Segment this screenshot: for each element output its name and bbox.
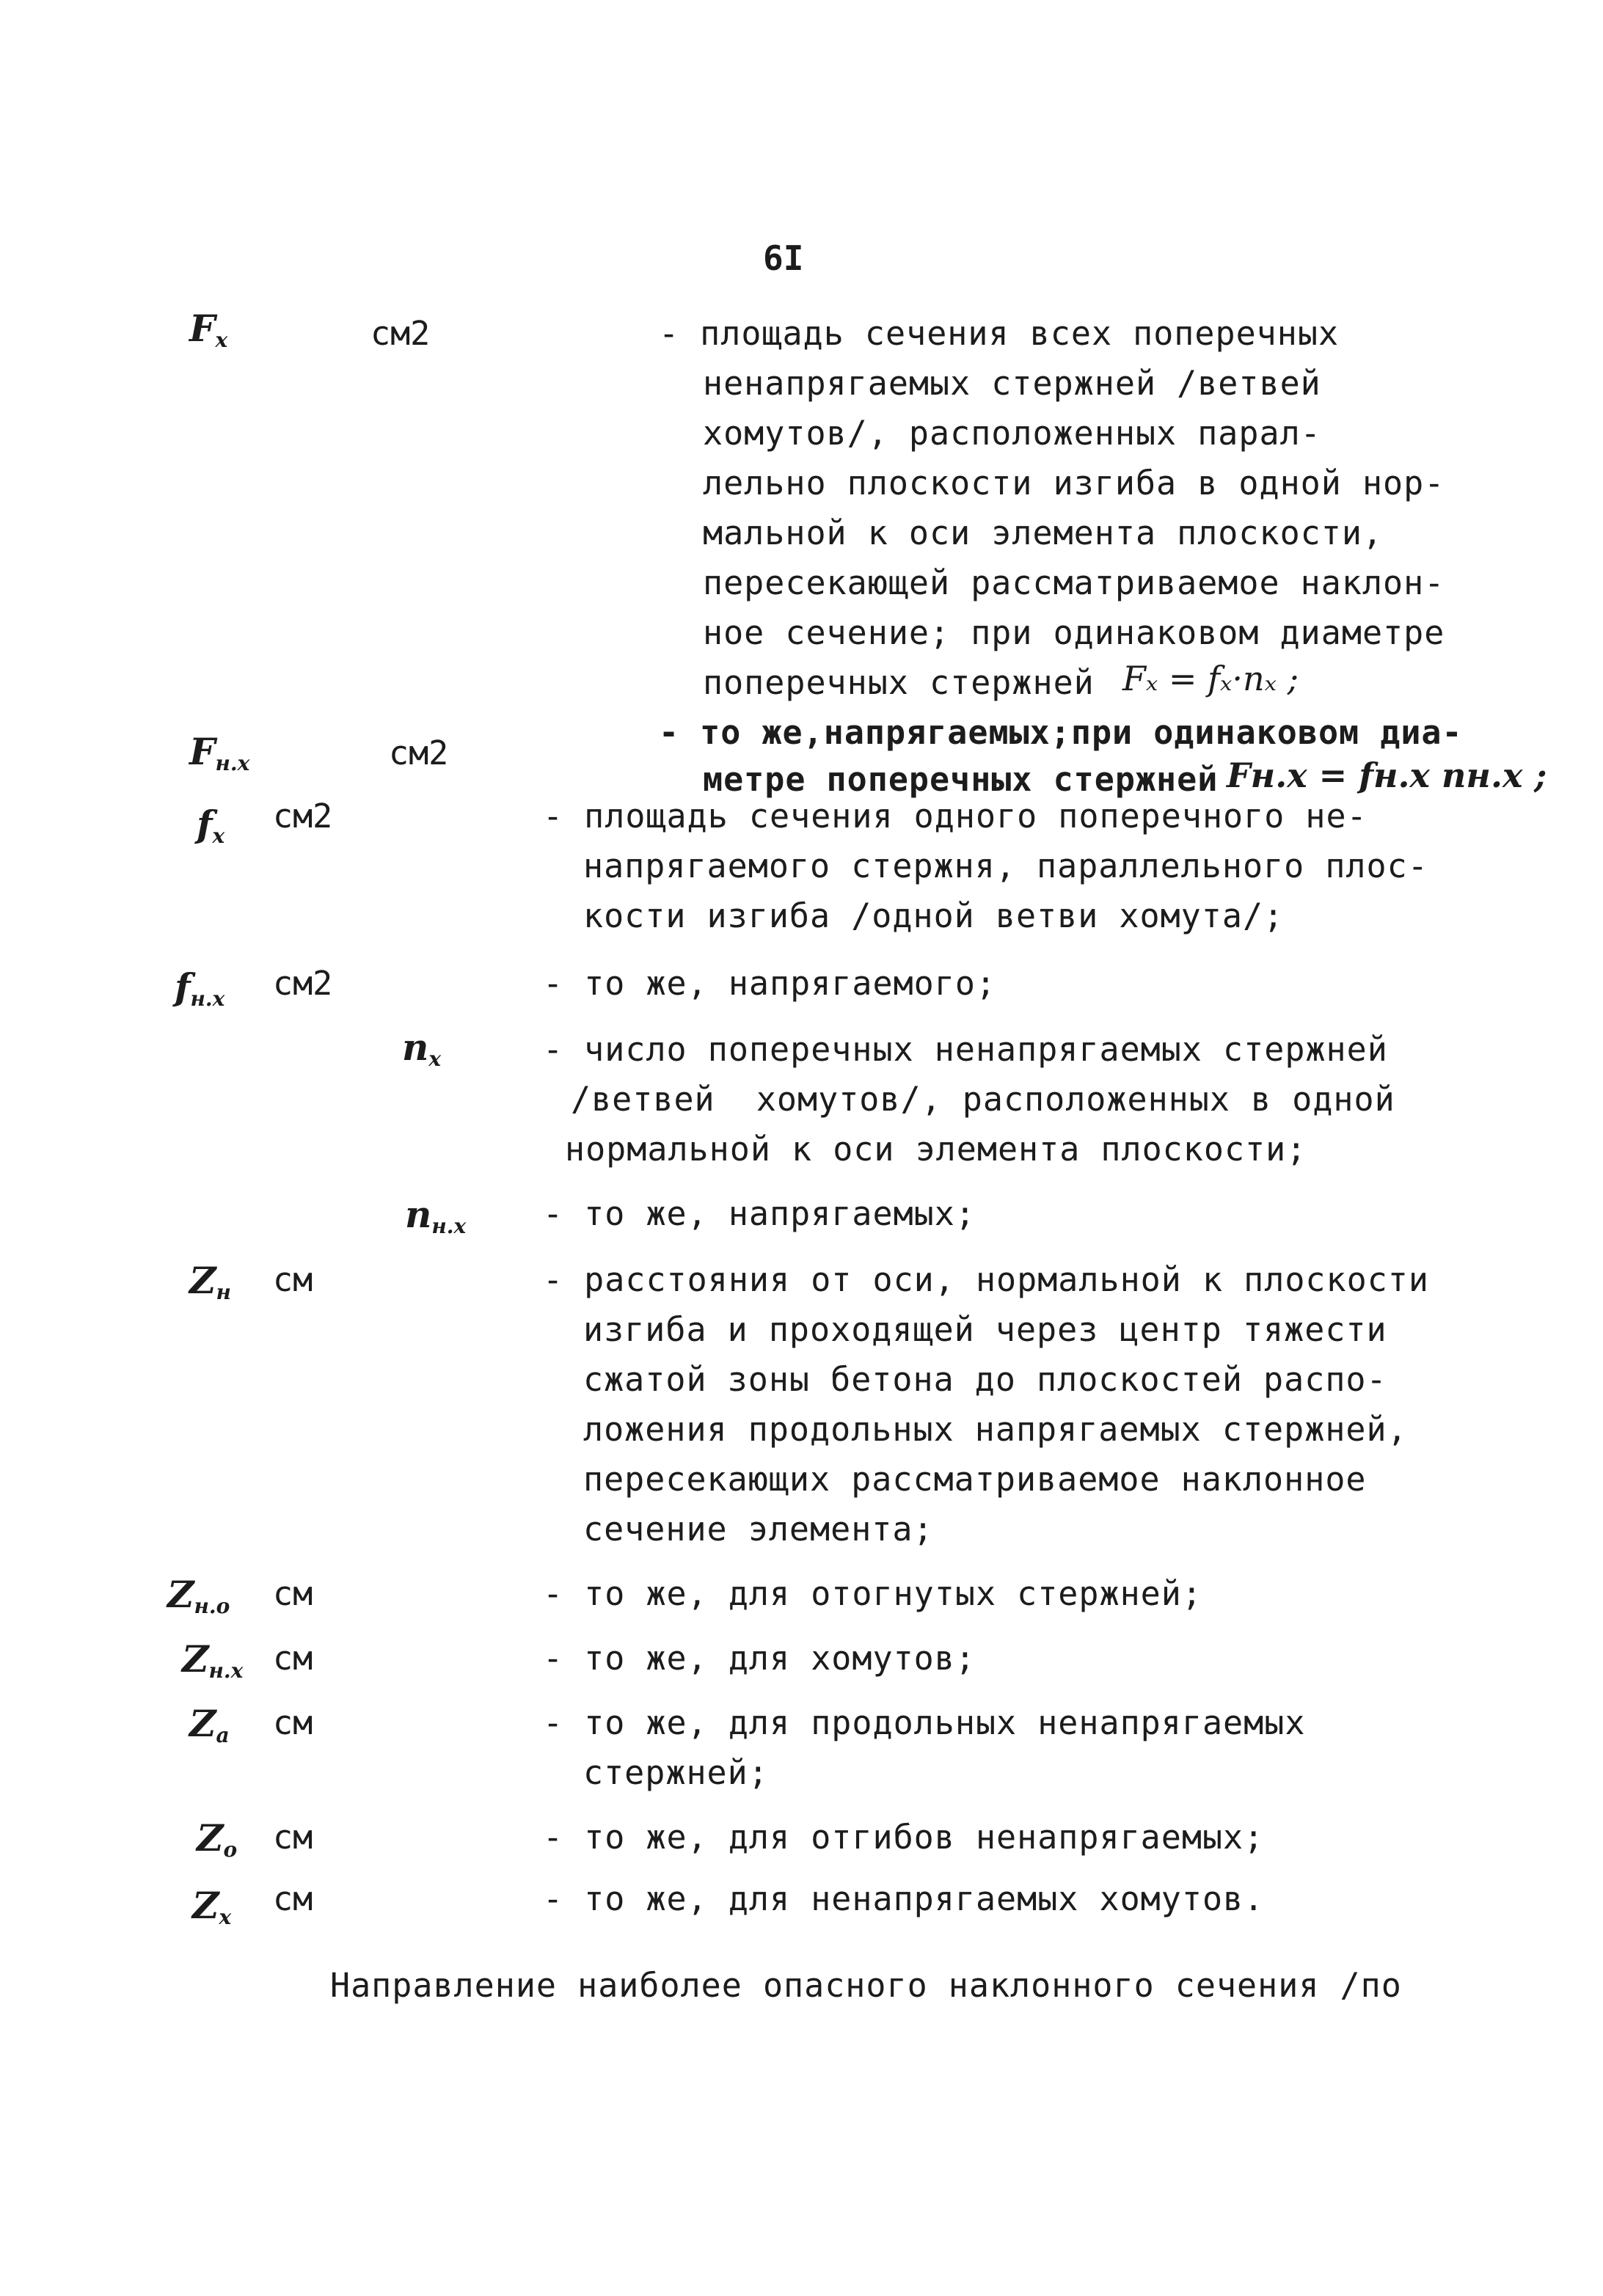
- unit-label: см: [273, 1574, 313, 1613]
- definition-line: кости изгиба /одной ветви хомута/;: [583, 896, 1285, 935]
- symbol-Z-a: $Z_a$: [189, 1702, 230, 1747]
- formula-F-x: Fₓ = fₓ·nₓ ;: [1122, 659, 1299, 698]
- symbol-f-nx: $f_{н.х}$: [175, 965, 225, 1011]
- definition-line: - то же, напрягаемых;: [543, 1194, 976, 1233]
- symbol-F-nx: $F_{н.х}$: [189, 730, 250, 775]
- unit-label: см2: [273, 797, 333, 836]
- unit-label: см2: [273, 964, 333, 1003]
- symbol-Z-n: $Z_н$: [189, 1259, 231, 1304]
- definition-line: - то же, напрягаемого;: [543, 964, 997, 1003]
- definition-line: хомутов/, расположенных парал-: [703, 414, 1321, 453]
- definition-line: - то же,напрягаемых;при одинаковом диа-: [659, 713, 1463, 752]
- definition-line: напрягаемого стержня, параллельного плос-: [583, 847, 1428, 885]
- definition-line: поперечных стержней: [703, 663, 1095, 702]
- definition-line: - то же, для хомутов;: [543, 1639, 976, 1678]
- definition-line: лельно плоскости изгиба в одной нор-: [703, 464, 1445, 502]
- unit-label: см: [273, 1703, 313, 1742]
- definition-line: - площадь сечения одного поперечного не-: [543, 797, 1368, 836]
- definition-line: - расстояния от оси, нормальной к плоскости: [543, 1260, 1429, 1299]
- definition-line: ложения продольных напрягаемых стержней,: [583, 1410, 1408, 1449]
- symbol-Z-nx: $Z_{н.х}$: [182, 1637, 244, 1683]
- definition-line: сечение элемента;: [583, 1510, 934, 1549]
- unit-label: см: [273, 1260, 313, 1299]
- unit-label: см: [273, 1879, 313, 1918]
- definition-line: сжатой зоны бетона до плоскостей распо-: [583, 1360, 1387, 1399]
- unit-label: см2: [389, 734, 449, 772]
- definition-line: пересекающей рассматриваемое наклон-: [703, 563, 1445, 602]
- symbol-n-nx: $n_{н.х}$: [405, 1193, 467, 1238]
- definition-line: ное сечение; при одинаковом диаметре: [703, 613, 1445, 652]
- body-text-line: Направление наиболее опасного наклонного сечения /по: [330, 1966, 1402, 2005]
- definition-line: стержней;: [583, 1753, 769, 1792]
- definition-line: пересекающих рассматриваемое наклонное: [583, 1460, 1367, 1499]
- definition-line: /ветвей хомутов/, расположенных в одной: [571, 1080, 1395, 1119]
- definition-line: - то же, для продольных ненапрягаемых: [543, 1703, 1306, 1742]
- page-number: 6I: [763, 238, 804, 278]
- symbol-F-x: $F_x$: [189, 307, 228, 352]
- definition-line: - то же, для отогнутых стержней;: [543, 1574, 1202, 1613]
- symbol-Z-no: $Z_{н.о}$: [167, 1573, 230, 1618]
- definition-line: - то же, для отгибов ненапрягаемых;: [543, 1818, 1265, 1857]
- unit-label: см: [273, 1818, 313, 1857]
- unit-label: см2: [370, 314, 431, 353]
- symbol-f-x: $f_x$: [197, 802, 225, 848]
- unit-label: см: [273, 1639, 313, 1678]
- symbol-Z-x: $Z_x$: [192, 1884, 232, 1929]
- symbol-n-x: $n_x$: [402, 1025, 442, 1071]
- definition-line: нормальной к оси элемента плоскости;: [565, 1130, 1307, 1169]
- symbol-Z-o: $Z_o$: [197, 1816, 238, 1862]
- definition-line: метре поперечных стержней: [703, 760, 1219, 799]
- definition-line: - площадь сечения всех поперечных: [659, 314, 1340, 353]
- definition-line: изгиба и проходящей через центр тяжести: [583, 1310, 1387, 1349]
- definition-line: ненапрягаемых стержней /ветвей: [703, 364, 1321, 403]
- definition-line: - число поперечных ненапрягаемых стержней: [543, 1030, 1388, 1069]
- definition-line: мальной к оси элемента плоскости,: [703, 513, 1384, 552]
- formula-F-nx: Fн.х = fн.х nн.х ;: [1227, 756, 1547, 795]
- definition-line: - то же, для ненапрягаемых хомутов.: [543, 1879, 1265, 1918]
